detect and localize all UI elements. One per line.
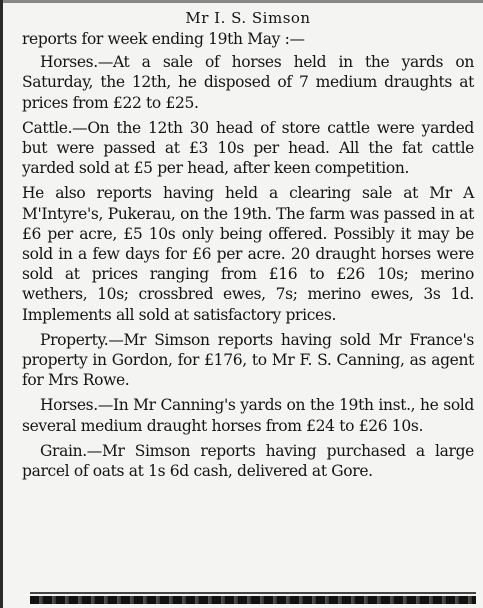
paragraph-grain: Grain.—Mr Simson reports having purchased a large parcel of oats at 1s 6d cash, delivered at Gore. [22,441,474,481]
page-top-edge [0,0,483,3]
column-rule-left [0,0,3,608]
report-article [22,8,474,486]
paragraph-horses-sale: Horses.—At a sale of horses held in the yards on Saturday, the 12th, he disposed of 7 medium draughts at prices from £22 to £25. [22,53,474,112]
paragraph-horses-canning: Horses.—In Mr Canning's yards on the 19th inst., he sold several medium draught horses from £24 to £26 10s. [22,396,474,435]
bottom-divider-thin [30,592,476,594]
article-intro: reports for week ending 19th May :— [22,30,305,48]
article-heading: Mr I. S. Simson [185,9,311,27]
paragraph-cattle: Cattle.—On the 12th 30 head of store cattle were yarded but were passed at £3 10s per head. All the fat cattle yarded sold at £5 per head, after keen competition. [22,118,474,178]
paragraph-property: Property.—Mr Simson reports having sold Mr France's property in Gordon, for £176, to Mr F. S. Canning, as agent for Mrs Rowe. [22,330,474,390]
paragraph-clearing-sale: He also reports having held a clearing sale at Mr A M'Intyre's, Pukerau, on the 19th. The farm was passed in at £6 per acre, £5 10s only being offered. Possibly it may be sold in a few days for £6 per acre. 20 draught horses were sold at prices ranging from £16 to £26 10s; merino wethers, 10s; crossbred ewes, 7s; merino ewes, 3s 1d. Implements all sold at satisfactory prices. [22,184,474,324]
bottom-divider-rule [30,596,476,604]
